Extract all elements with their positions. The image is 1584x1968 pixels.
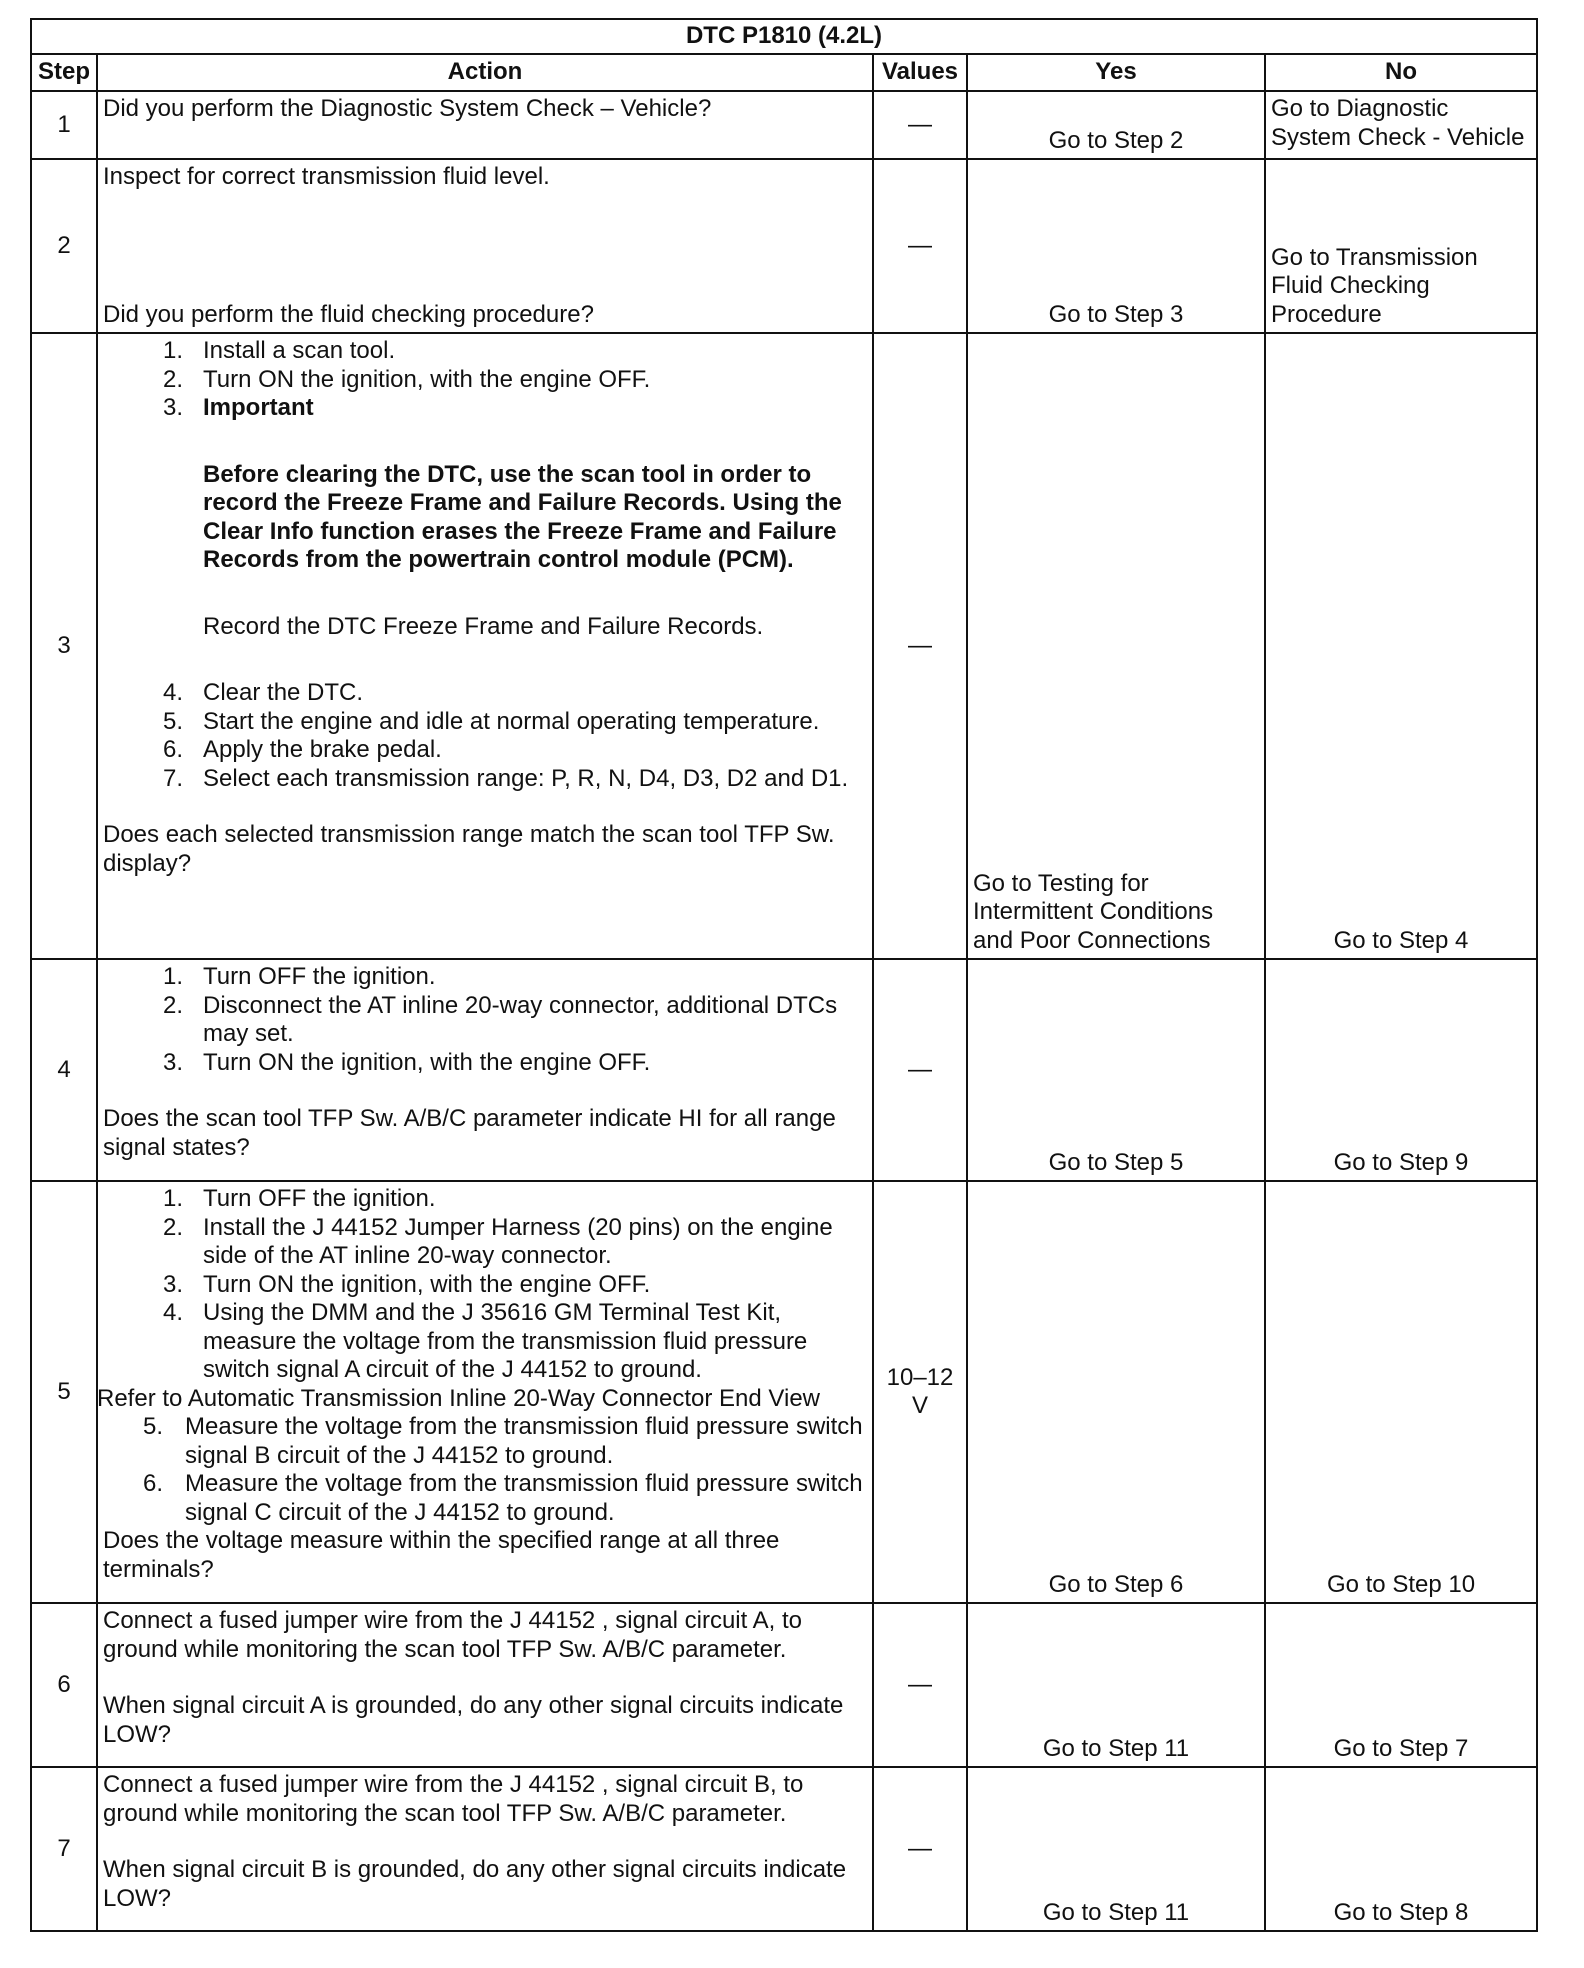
list-item: 3. Turn ON the ignition, with the engine OFF. [162,1270,651,1298]
action-cell [97,91,873,159]
list-item: 3. Turn ON the ignition, with the engine OFF. [162,1048,651,1076]
diagnostic-table-container [30,18,1536,1932]
table-row-step-5 [31,1181,1537,1603]
step-number: 4 [31,959,97,1181]
header-values: Values [873,54,967,91]
action-question: Did you perform the fluid checking procedure? [103,300,594,328]
header-yes: Yes [967,54,1265,91]
action-question: Did you perform the Diagnostic System Check – Vehicle? [103,95,712,122]
step-number: 7 [31,1767,97,1931]
values-cell: — [873,159,967,333]
list-item: 2. Disconnect the AT inline 20-way connector, additional DTCs may set. [162,991,838,1047]
step-list [103,963,867,1077]
action-question: When signal circuit B is grounded, do any other signal circuits indicate LOW? [103,1856,847,1912]
table-row-step-3 [31,333,1537,959]
action-cell [97,1603,873,1767]
yes-cell: Go to Step 11 [967,1767,1265,1931]
action-cell [97,1181,873,1603]
diagnostic-table [30,18,1538,1932]
table-row-step-4 [31,959,1537,1181]
step-number: 2 [31,159,97,333]
list-item: 5. Start the engine and idle at normal operating temperature. [162,707,820,735]
header-row [31,54,1537,91]
list-item: 2. Turn ON the ignition, with the engine OFF. [162,365,651,393]
values-cell: — [873,333,967,959]
header-action: Action [97,54,873,91]
no-cell: Go to Transmission Fluid Checking Procedure [1265,159,1537,333]
table-row-step-6 [31,1603,1537,1767]
list-item: 2. Install the J 44152 Jumper Harness (20 pins) on the engine side of the AT inline 20-way connector. [162,1213,833,1269]
header-step: Step [31,54,97,91]
action-question: Does the scan tool TFP Sw. A/B/C parameter indicate HI for all range signal states? [103,1105,836,1161]
action-question: When signal circuit A is grounded, do any other signal circuits indicate LOW? [103,1692,844,1748]
yes-cell: Go to Step 6 [967,1181,1265,1603]
step-list [103,337,867,793]
values-cell: — [873,1767,967,1931]
action-intro: Inspect for correct transmission fluid level. [103,163,550,190]
action-question: Does each selected transmission range match the scan tool TFP Sw. display? [103,821,835,877]
step-list [103,1185,867,1385]
list-item: 6. Apply the brake pedal. [162,736,442,763]
action-cell [97,333,873,959]
yes-cell: Go to Step 11 [967,1603,1265,1767]
important-note: Before clearing the DTC, use the scan tool in order to record the Freeze Frame and Failure Records. Using the Clear Info function erases the Freeze Frame and Failure Records from the powertrain control module (PCM). [203,460,842,573]
yes-cell: Go to Step 2 [967,91,1265,159]
list-item: 1. Turn OFF the ignition. [162,1185,436,1212]
action-cell [97,959,873,1181]
no-cell: Go to Diagnostic System Check - Vehicle [1265,91,1537,159]
step-number: 6 [31,1603,97,1767]
list-item: 1. Install a scan tool. [162,337,396,364]
table-row-step-7 [31,1767,1537,1931]
no-cell: Go to Step 7 [1265,1603,1537,1767]
list-item: 4. Using the DMM and the J 35616 GM Terminal Test Kit, measure the voltage from the transmission fluid pressure switch signal A circuit of the J 44152 to ground. [162,1299,808,1383]
list-item: 6. Measure the voltage from the transmission fluid pressure switch signal C circuit of the J 44152 to ground. [142,1470,863,1526]
step-list [103,1413,867,1527]
values-cell: — [873,1603,967,1767]
no-cell: Go to Step 9 [1265,959,1537,1181]
action-question: Does the voltage measure within the specified range at all three terminals? [103,1527,780,1583]
yes-cell: Go to Step 5 [967,959,1265,1181]
values-cell: — [873,959,967,1181]
refer-link[interactable]: Refer to Automatic Transmission Inline 20-Way Connector End View [97,1384,820,1412]
list-item: 7. Select each transmission range: P, R, N, D4, D3, D2 and D1. [162,764,849,792]
list-item: 4. Clear the DTC. [162,679,364,706]
table-row-step-1 [31,91,1537,159]
no-cell: Go to Step 8 [1265,1767,1537,1931]
no-cell: Go to Step 10 [1265,1181,1537,1603]
table-row-step-2 [31,159,1537,333]
action-cell [97,1767,873,1931]
step-number: 5 [31,1181,97,1603]
step-number: 3 [31,333,97,959]
values-cell: 10–12 V [873,1181,967,1603]
values-cell: — [873,91,967,159]
action-intro: Connect a fused jumper wire from the J 44152 , signal circuit A, to ground while monitoring the scan tool TFP Sw. A/B/C parameter. [103,1607,803,1663]
step-number: 1 [31,91,97,159]
action-cell [97,159,873,333]
no-cell: Go to Step 4 [1265,333,1537,959]
yes-cell: Go to Step 3 [967,159,1265,333]
action-intro: Connect a fused jumper wire from the J 44152 , signal circuit B, to ground while monitoring the scan tool TFP Sw. A/B/C parameter. [103,1771,804,1827]
list-item-important: 3. Important Before clearing the DTC, use the scan tool in order to record the Freeze Frame and Failure Records. Using the Clear Info function erases the Freeze Frame and Failure Records from the powertrain control module (PCM). Record the DTC Freeze Frame and Failure Records. [103,394,867,641]
header-no: No [1265,54,1537,91]
list-item: 5. Measure the voltage from the transmission fluid pressure switch signal B circuit of the J 44152 to ground. [142,1413,863,1469]
record-instruction: Record the DTC Freeze Frame and Failure Records. [203,612,764,640]
yes-cell: Go to Testing for Intermittent Conditions and Poor Connections [967,333,1265,959]
table-title: DTC P1810 (4.2L) [31,19,1537,54]
list-item: 1. Turn OFF the ignition. [162,963,436,990]
